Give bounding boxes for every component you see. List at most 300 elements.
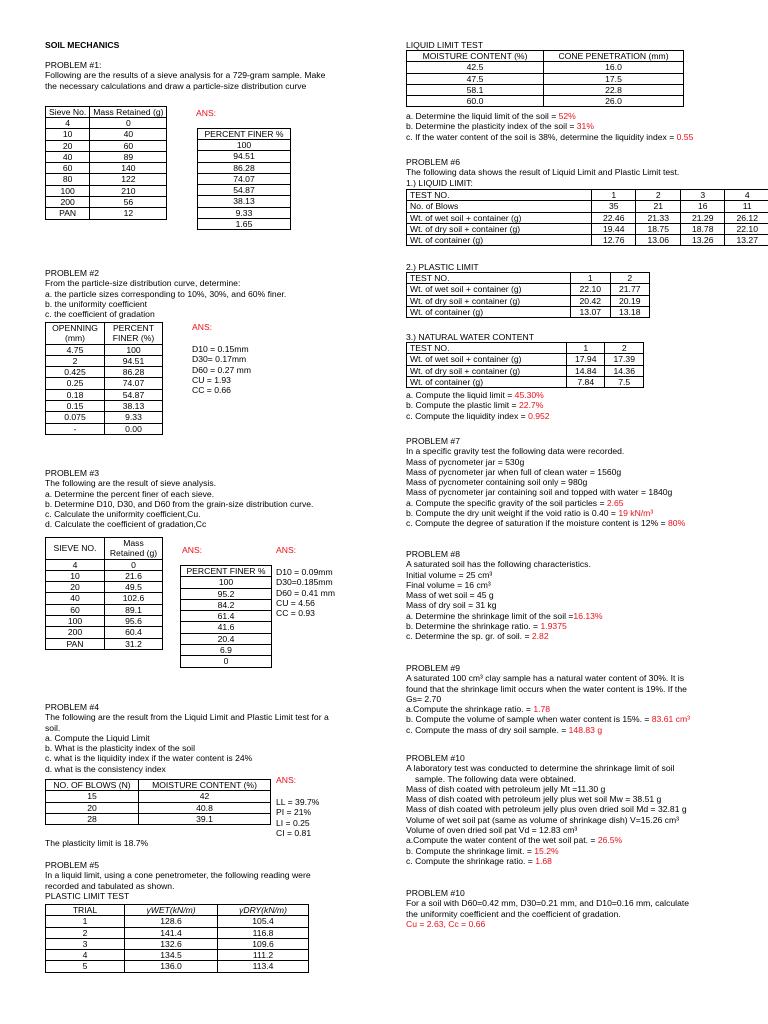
problem-1-pf bbox=[198, 140, 291, 230]
table-cell: 2 bbox=[636, 190, 681, 201]
sieve-no-header: Sieve No. bbox=[46, 107, 90, 118]
table-cell: 21.33 bbox=[636, 212, 681, 223]
lt-cone-header: CONE PENETRATION (mm) bbox=[544, 51, 684, 62]
table-cell: 4 bbox=[46, 559, 105, 570]
table-row bbox=[198, 151, 291, 162]
liquid-limit-table bbox=[406, 50, 684, 107]
mass-retained-header: Mass Retained (g) bbox=[90, 107, 167, 118]
problem-11 bbox=[406, 888, 689, 929]
table-cell: 39.1 bbox=[139, 813, 271, 824]
table-cell: 60.4 bbox=[105, 627, 163, 638]
problem-2-answer-d30: D30= 0.17mm bbox=[192, 354, 247, 365]
problem-4 bbox=[45, 702, 329, 774]
opening-header: OPENNING (mm) bbox=[46, 323, 105, 345]
table-row bbox=[46, 638, 163, 649]
table-row bbox=[407, 284, 650, 295]
table-row bbox=[407, 295, 650, 306]
table-cell: 20.4 bbox=[181, 633, 272, 644]
table-cell: 141.4 bbox=[125, 927, 218, 938]
table-cell: 95.2 bbox=[181, 588, 272, 599]
table-row bbox=[46, 916, 309, 927]
table-cell: 132.6 bbox=[125, 938, 218, 949]
table-cell: 84.2 bbox=[181, 599, 272, 610]
problem-2-answer-cu: CU = 1.93 bbox=[192, 374, 231, 385]
table-cell: 13.18 bbox=[610, 306, 649, 317]
table-cell: 89.1 bbox=[105, 604, 163, 615]
lt-moisture-header: MOISTURE CONTENT (%) bbox=[407, 51, 544, 62]
table-row bbox=[46, 950, 309, 961]
table-cell: 26.12 bbox=[725, 212, 768, 223]
liquid-limit-title: LIQUID LIMIT TEST bbox=[406, 40, 484, 50]
problem-5-text-2: recorded and tabulated as shown. bbox=[45, 880, 175, 891]
problem-6-pl-rows bbox=[407, 273, 650, 318]
table-row bbox=[407, 73, 684, 84]
table-cell: 86.28 bbox=[105, 367, 163, 378]
table-row bbox=[46, 570, 163, 581]
table-cell: 4 bbox=[46, 118, 90, 129]
table-cell: Wt. of dry soil + container (g) bbox=[407, 295, 571, 306]
table-cell: No. of Blows bbox=[407, 201, 592, 212]
trial-header: TRIAL bbox=[46, 905, 125, 916]
problem-5-heading: PROBLEM #5 bbox=[45, 860, 99, 870]
table-row bbox=[46, 208, 167, 219]
problem-6-plastic-limit-table bbox=[406, 272, 650, 318]
liquid-limit-rows bbox=[407, 62, 684, 107]
problem-4-rows bbox=[46, 791, 271, 825]
table-cell: 54.87 bbox=[198, 185, 291, 196]
problem-7-line-1: In a specific gravity test the following data were recorded. bbox=[406, 446, 625, 457]
problem-3-text-1: The following are the result of sieve analysis. bbox=[45, 478, 217, 489]
problem-7-line-3: Mass of pycnometer jar when full of clean water = 1560g bbox=[406, 466, 622, 477]
table-cell: 14.36 bbox=[605, 365, 644, 376]
table-cell: 116.8 bbox=[218, 927, 309, 938]
table-cell: 1 bbox=[571, 273, 610, 284]
gamma-wet-header: γWET(kN/m) bbox=[125, 905, 218, 916]
table-cell: 6.9 bbox=[181, 645, 272, 656]
problem-8-line-4: Mass of wet soil = 45 g bbox=[406, 590, 494, 601]
plastic-limit-title: PLASTIC LIMIT TEST bbox=[45, 890, 130, 901]
table-cell: 18.75 bbox=[636, 223, 681, 234]
table-cell: 9.33 bbox=[198, 207, 291, 218]
problem-9-q-a: a.Compute the shrinkage ratio. = 1.78 bbox=[406, 704, 551, 715]
problem-2-heading: PROBLEM #2 bbox=[45, 268, 99, 278]
problem-2-opening-table bbox=[45, 322, 163, 435]
table-cell: 95.6 bbox=[105, 616, 163, 627]
problem-6-natural-water-table bbox=[406, 342, 644, 388]
problem-4-ans-label: ANS: bbox=[276, 775, 297, 785]
liquid-limit-subtitle: 1.) LIQUID LIMIT: bbox=[406, 177, 473, 188]
table-cell: 40 bbox=[90, 129, 167, 140]
table-cell: 7.84 bbox=[567, 376, 605, 387]
problem-1-rows bbox=[46, 118, 167, 220]
problem-7-line-4: Mass of pycnometer containing soil only = 980g bbox=[406, 477, 588, 488]
table-cell: 42 bbox=[139, 791, 271, 802]
table-cell: 2 bbox=[605, 343, 644, 354]
table-cell: 122 bbox=[90, 174, 167, 185]
problem-1-percent-finer-table bbox=[197, 128, 291, 230]
table-cell: 80 bbox=[46, 174, 90, 185]
problem-3-text-2: a. Determine the percent finer of each sieve. bbox=[45, 488, 215, 499]
table-cell: 3 bbox=[46, 938, 125, 949]
problem-4-text-1: The following are the result from the Liquid Limit and Plastic Limit test for a bbox=[45, 712, 329, 723]
gamma-dry-header: γDRY(kN/m) bbox=[218, 905, 309, 916]
problem-5-q-b: b. Determine the plasticity index of the soil = 31% bbox=[406, 121, 594, 132]
problem-7-q-c: c. Compute the degree of saturation if the moisture content is 12% = 80% bbox=[406, 518, 686, 529]
table-cell: 0 bbox=[105, 559, 163, 570]
problem-8-line-3: Final volume = 16 cm³ bbox=[406, 579, 491, 590]
problem-9-line-3: Gs= 2.70 bbox=[406, 693, 442, 704]
table-row bbox=[46, 627, 163, 638]
table-row bbox=[46, 559, 163, 570]
table-cell: 2 bbox=[610, 273, 649, 284]
problem-4-text-2: soil. bbox=[45, 722, 61, 733]
problem-2 bbox=[45, 268, 286, 319]
problem-10-heading: PROBLEM #10 bbox=[406, 753, 465, 763]
table-cell: 134.5 bbox=[125, 950, 218, 961]
problem-10-line-2: sample. The following data were obtained. bbox=[415, 773, 576, 784]
table-cell: 40 bbox=[46, 593, 105, 604]
table-cell: 86.28 bbox=[198, 162, 291, 173]
problem-1 bbox=[45, 60, 325, 91]
problem-7-heading: PROBLEM #7 bbox=[406, 436, 460, 446]
table-cell: Wt. of wet soil + container (g) bbox=[407, 284, 571, 295]
table-cell: 22.10 bbox=[725, 223, 768, 234]
table-row bbox=[181, 599, 272, 610]
table-cell: 4 bbox=[46, 950, 125, 961]
table-cell: 128.6 bbox=[125, 916, 218, 927]
table-cell: 102.6 bbox=[105, 593, 163, 604]
table-row bbox=[407, 235, 768, 246]
table-cell: 58.1 bbox=[407, 84, 544, 95]
table-cell: 111.2 bbox=[218, 950, 309, 961]
table-cell: 21.6 bbox=[105, 570, 163, 581]
problem-3-text-4: c. Calculate the uniformity coefficient,Cu. bbox=[45, 509, 201, 520]
table-row bbox=[46, 423, 163, 434]
table-row bbox=[407, 343, 644, 354]
problem-10-line-4: Mass of dish coated with petroleum jelly plus wet soil Mw = 38.51 g bbox=[406, 794, 662, 805]
problem-10-line-5: Mass of dish coated with petroleum jelly plus oven dried soil Md = 32.81 g bbox=[406, 804, 687, 815]
table-cell: Wt. of container (g) bbox=[407, 306, 571, 317]
table-row bbox=[46, 185, 167, 196]
problem-1-heading: PROBLEM #1: bbox=[45, 60, 102, 70]
problem-5-questions bbox=[406, 111, 693, 142]
problem-3 bbox=[45, 468, 313, 530]
table-row bbox=[198, 185, 291, 196]
table-row bbox=[181, 577, 272, 588]
table-cell: Wt. of wet soil + container (g) bbox=[407, 354, 567, 365]
problem-8-line-5: Mass of dry soil = 31 kg bbox=[406, 600, 497, 611]
problem-10-line-7: Volume of oven dried soil pat Vd = 12.83 cm³ bbox=[406, 825, 578, 836]
problem-2-text-3: b. the uniformity coefficient bbox=[45, 298, 148, 309]
problem-5-q-a: a. Determine the liquid limit of the soil = 52% bbox=[406, 111, 576, 121]
problem-8 bbox=[406, 549, 603, 642]
table-cell: 1 bbox=[46, 916, 125, 927]
table-cell: 5 bbox=[46, 961, 125, 972]
table-row bbox=[46, 961, 309, 972]
table-row bbox=[198, 173, 291, 184]
table-row bbox=[46, 151, 167, 162]
table-row bbox=[407, 96, 684, 107]
problem-2-rows bbox=[46, 344, 163, 434]
table-row bbox=[198, 219, 291, 230]
problem-8-line-1: A saturated soil has the following characteristics. bbox=[406, 559, 591, 570]
problem-5-text-1: In a liquid limit, using a cone penetrometer, the following reading were bbox=[45, 870, 311, 881]
table-row bbox=[46, 802, 271, 813]
table-cell: 60 bbox=[90, 140, 167, 151]
table-row bbox=[407, 306, 650, 317]
problem-4-text-3: a. Compute the Liquid Limit bbox=[45, 732, 150, 743]
table-cell: 13.07 bbox=[571, 306, 610, 317]
problem-3-answer-d30: D30=0.185mm bbox=[276, 577, 333, 588]
table-cell: 22.46 bbox=[591, 212, 636, 223]
problem-3-rows bbox=[46, 559, 163, 649]
problem-4-text-4: b. What is the plasticity index of the soil bbox=[45, 743, 195, 754]
problem-3-pf bbox=[181, 577, 272, 667]
problem-10 bbox=[406, 753, 687, 866]
problem-7-q-b: b. Compute the dry unit weight if the void ratio is 0.40 = 19 kN/m³ bbox=[406, 508, 654, 519]
problem-3-ans-label: ANS: bbox=[182, 545, 203, 555]
table-cell: 4.75 bbox=[46, 344, 105, 355]
problem-2-answer-d10: D10 = 0.15mm bbox=[192, 344, 249, 354]
problem-11-line-2: the uniformity coefficient and the coefficient of gradation. bbox=[406, 908, 621, 919]
table-cell: 0.25 bbox=[46, 378, 105, 389]
table-cell: 4 bbox=[725, 190, 768, 201]
problem-2-text-1: From the particle-size distribution curve, determine: bbox=[45, 278, 241, 289]
table-cell: Wt. of dry soil + container (g) bbox=[407, 223, 592, 234]
table-cell: 12 bbox=[90, 208, 167, 219]
table-cell: Wt. of dry soil + container (g) bbox=[407, 365, 567, 376]
table-cell: Wt. of container (g) bbox=[407, 235, 592, 246]
problem-3-answer-d10: D10 = 0.09mm bbox=[276, 567, 333, 577]
table-cell: 10 bbox=[46, 129, 90, 140]
table-cell: 13.06 bbox=[636, 235, 681, 246]
table-row bbox=[181, 656, 272, 667]
table-row bbox=[407, 273, 650, 284]
table-cell: 26.0 bbox=[544, 96, 684, 107]
problem-4-answer-li: LI = 0.25 bbox=[276, 817, 310, 828]
problem-9-q-b: b. Compute the volume of sample when water content is 15%. = 83.61 cm³ bbox=[406, 714, 690, 725]
table-cell: 31.2 bbox=[105, 638, 163, 649]
problem-2-ans-label: ANS: bbox=[192, 322, 213, 332]
table-row bbox=[198, 140, 291, 151]
plastic-limit-rows bbox=[46, 916, 309, 972]
problem-3-answer-d60: D60 = 0.41 mm bbox=[276, 587, 335, 598]
table-cell: 100 bbox=[198, 140, 291, 151]
percent-finer-header-3: PERCENT FINER % bbox=[181, 566, 272, 577]
table-cell: 38.13 bbox=[198, 196, 291, 207]
mass-retained-header-3: Mass Retained (g) bbox=[105, 538, 163, 560]
problem-9-line-2: found that the shrinkage limit occurs when the water content is 19%. If the bbox=[406, 683, 687, 694]
table-row bbox=[407, 62, 684, 73]
table-cell: 54.87 bbox=[105, 389, 163, 400]
table-cell: TEST NO. bbox=[407, 343, 567, 354]
table-row bbox=[407, 190, 768, 201]
problem-1-ans-label: ANS: bbox=[196, 108, 217, 118]
problem-8-line-2: Initial volume = 25 cm³ bbox=[406, 569, 493, 580]
problem-3-answers bbox=[276, 567, 335, 618]
table-row bbox=[46, 140, 167, 151]
problem-4-text-6: d. what is the consistency index bbox=[45, 763, 166, 774]
table-cell: 1 bbox=[591, 190, 636, 201]
problem-5-q-c: c. If the water content of the soil is 38%, determine the liquidity index = 0.55 bbox=[406, 131, 694, 142]
table-cell: 28 bbox=[46, 813, 139, 824]
problem-4-answer-ci: CI = 0.81 bbox=[276, 827, 312, 838]
problem-6-q-c: c. Compute the liquidity index = 0.952 bbox=[406, 410, 550, 421]
table-cell: 11 bbox=[725, 201, 768, 212]
problem-10-q-a: a.Compute the water content of the wet soil pat. = 26.5% bbox=[406, 835, 623, 846]
table-row bbox=[46, 378, 163, 389]
problem-10-q-b: b. Compute the shrinkage limit. = 15.2% bbox=[406, 845, 559, 856]
table-cell: PAN bbox=[46, 208, 90, 219]
problem-1-text-1: Following are the results of a sieve analysis for a 729-gram sample. Make bbox=[45, 70, 326, 81]
table-cell: Wt. of container (g) bbox=[407, 376, 567, 387]
table-cell: 21 bbox=[636, 201, 681, 212]
table-cell: 60.0 bbox=[407, 96, 544, 107]
table-cell: 100 bbox=[46, 185, 90, 196]
table-cell: 0.425 bbox=[46, 367, 105, 378]
table-cell: 94.51 bbox=[198, 151, 291, 162]
table-row bbox=[181, 622, 272, 633]
problem-1-text-2: the necessary calculations and draw a particle-size distribution curve bbox=[45, 80, 307, 91]
table-cell: 18.78 bbox=[680, 223, 725, 234]
table-row bbox=[46, 616, 163, 627]
problem-11-answer: Cu = 2.63, Cc = 0.66 bbox=[406, 918, 486, 929]
table-row bbox=[407, 212, 768, 223]
problem-5 bbox=[45, 860, 311, 901]
table-row bbox=[46, 938, 309, 949]
page-title: SOIL MECHANICS bbox=[45, 40, 120, 50]
table-row bbox=[46, 582, 163, 593]
table-cell: TEST NO. bbox=[407, 273, 571, 284]
table-cell: 20.19 bbox=[610, 295, 649, 306]
problem-9-line-1: A saturated 100 cm³ clay sample has a natural water content of 30%. It is bbox=[406, 673, 685, 684]
problem-7 bbox=[406, 436, 685, 529]
problem-10-line-3: Mass of dish coated with petroleum jelly Mt =11.30 g bbox=[406, 783, 606, 794]
table-cell: 0.18 bbox=[46, 389, 105, 400]
table-row bbox=[46, 813, 271, 824]
table-cell: 94.51 bbox=[105, 355, 163, 366]
problem-8-q-a: a. Determine the shrinkage limit of the soil =16.13% bbox=[406, 610, 603, 621]
table-cell: 60 bbox=[46, 604, 105, 615]
table-cell: 14.84 bbox=[567, 365, 605, 376]
table-cell: 136.0 bbox=[125, 961, 218, 972]
table-cell: - bbox=[46, 423, 105, 434]
problem-3-text-5: d. Calculate the coefficient of gradation,Cc bbox=[45, 519, 207, 530]
problem-2-answer-cc: CC = 0.66 bbox=[192, 385, 231, 396]
problem-8-q-b: b. Determine the shrinkage ratio. = 1.9375 bbox=[406, 621, 567, 632]
table-row bbox=[46, 174, 167, 185]
table-row bbox=[181, 645, 272, 656]
problem-4-answer-pi: PI = 21% bbox=[276, 807, 312, 818]
table-cell: Wt. of wet soil + container (g) bbox=[407, 212, 592, 223]
problem-3-ans-label-2: ANS: bbox=[276, 545, 297, 555]
table-row bbox=[198, 207, 291, 218]
problem-2-text-4: c. the coefficient of gradation bbox=[45, 309, 155, 320]
table-row bbox=[46, 197, 167, 208]
table-cell: 42.5 bbox=[407, 62, 544, 73]
table-cell: 17.94 bbox=[567, 354, 605, 365]
table-cell: 74.07 bbox=[198, 173, 291, 184]
table-row bbox=[46, 118, 167, 129]
table-row bbox=[46, 791, 271, 802]
problem-2-text-2: a. the particle sizes corresponding to 10%, 30%, and 60% finer. bbox=[45, 288, 287, 299]
plastic-limit-subtitle: 2.) PLASTIC LIMIT bbox=[406, 262, 479, 272]
table-row bbox=[46, 389, 163, 400]
table-cell: 15 bbox=[46, 791, 139, 802]
table-cell: 7.5 bbox=[605, 376, 644, 387]
percent-finer-header: PERCENT FINER % bbox=[198, 129, 291, 140]
table-cell: 0.15 bbox=[46, 401, 105, 412]
table-row bbox=[181, 611, 272, 622]
table-cell: 200 bbox=[46, 197, 90, 208]
table-cell: 12.76 bbox=[591, 235, 636, 246]
problem-6-q-b: b. Compute the plastic limit = 22.7% bbox=[406, 400, 544, 411]
problem-6-nw-rows bbox=[407, 343, 644, 388]
problem-9-heading: PROBLEM #9 bbox=[406, 663, 460, 673]
table-row bbox=[198, 196, 291, 207]
problem-9-q-c: c. Compute the mass of dry soil sample. = 148.83 g bbox=[406, 724, 603, 735]
problem-6-text: The following data shows the result of Liquid Limit and Plastic Limit test. bbox=[406, 167, 680, 178]
problem-3-text-3: b. Determine D10, D30, and D60 from the grain-size distribution curve. bbox=[45, 498, 314, 509]
sieve-no-header-3: SIEVE NO. bbox=[46, 538, 105, 560]
table-cell: 61.4 bbox=[181, 611, 272, 622]
table-cell: 21.29 bbox=[680, 212, 725, 223]
plastic-limit-table bbox=[45, 904, 309, 973]
table-row bbox=[46, 604, 163, 615]
problem-3-answer-cu: CU = 4.56 bbox=[276, 597, 315, 608]
table-cell: 1 bbox=[567, 343, 605, 354]
table-cell: PAN bbox=[46, 638, 105, 649]
table-cell: 113.4 bbox=[218, 961, 309, 972]
problem-4-answer-ll: LL = 39.7% bbox=[276, 797, 320, 807]
table-cell: 100 bbox=[105, 344, 163, 355]
table-cell: 100 bbox=[46, 616, 105, 627]
table-cell: 13.26 bbox=[680, 235, 725, 246]
problem-7-line-2: Mass of pycnometer jar = 530g bbox=[406, 456, 525, 467]
table-cell: 47.5 bbox=[407, 73, 544, 84]
problem-11-line-1: For a soil with D60=0.42 mm, D30=0.21 mm, and D10=0.16 mm, calculate bbox=[406, 898, 690, 909]
table-row bbox=[46, 927, 309, 938]
table-cell: 16 bbox=[680, 201, 725, 212]
problem-7-line-5: Mass of pycnometer jar containing soil and topped with water = 1840g bbox=[406, 487, 673, 498]
problem-6-heading: PROBLEM #6 bbox=[406, 157, 460, 167]
table-row bbox=[46, 367, 163, 378]
table-cell: 41.6 bbox=[181, 622, 272, 633]
table-row bbox=[198, 162, 291, 173]
natural-water-subtitle: 3.) NATURAL WATER CONTENT bbox=[406, 332, 534, 342]
table-cell: 21.77 bbox=[610, 284, 649, 295]
table-row bbox=[46, 412, 163, 423]
problem-2-answers bbox=[192, 344, 251, 395]
problem-6-q-a: a. Compute the liquid limit = 45.30% bbox=[406, 390, 544, 400]
problem-8-heading: PROBLEM #8 bbox=[406, 549, 460, 559]
table-row bbox=[46, 355, 163, 366]
table-row bbox=[46, 344, 163, 355]
table-cell: 9.33 bbox=[105, 412, 163, 423]
table-cell: 2 bbox=[46, 355, 105, 366]
table-row bbox=[407, 84, 684, 95]
problem-3-sieve-table bbox=[45, 537, 163, 650]
table-cell: 210 bbox=[90, 185, 167, 196]
problem-3-answer-cc: CC = 0.93 bbox=[276, 608, 315, 619]
problem-10-q-c: c. Compute the shrinkage ratio. = 1.68 bbox=[406, 855, 552, 866]
moisture-content-header: MOISTURE CONTENT (%) bbox=[139, 780, 271, 791]
table-cell: 2 bbox=[46, 927, 125, 938]
problem-2-answer-d60: D60 = 0.27 mm bbox=[192, 364, 251, 375]
problem-6-liquid-limit-table bbox=[406, 189, 768, 246]
table-row bbox=[407, 201, 768, 212]
problem-8-q-c: c. Determine the sp. gr. of soil. = 2.82 bbox=[406, 631, 549, 642]
